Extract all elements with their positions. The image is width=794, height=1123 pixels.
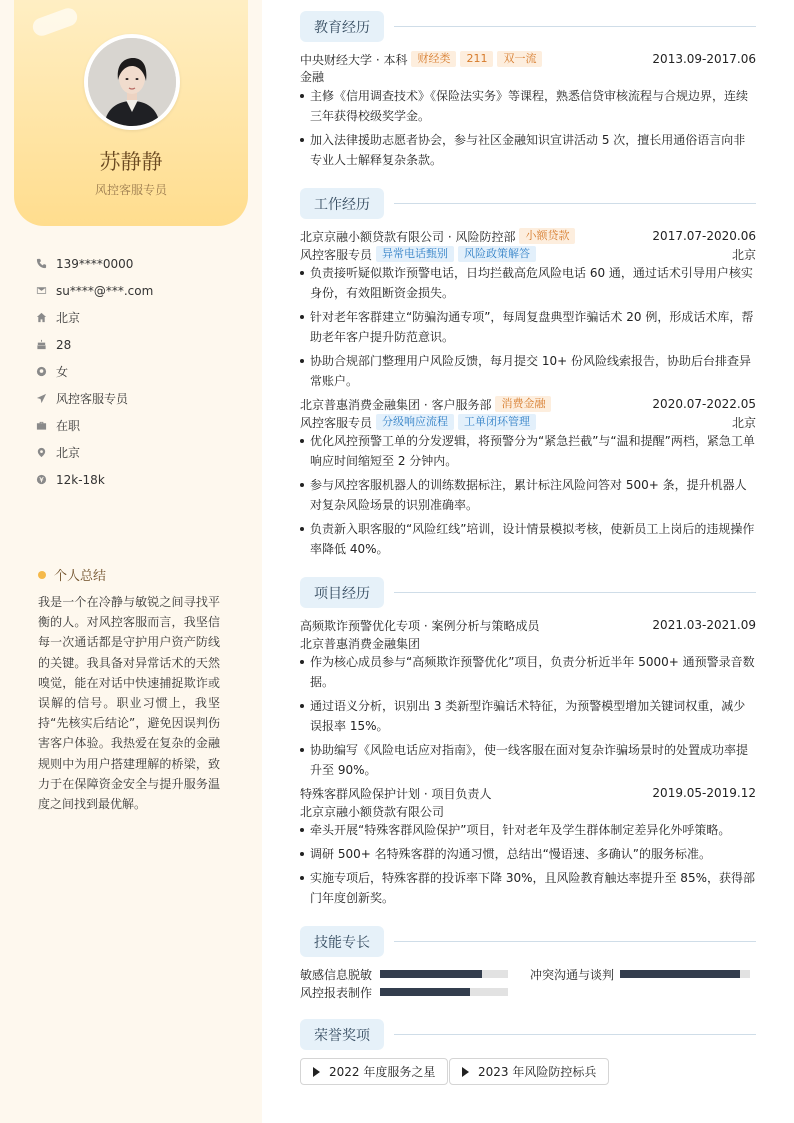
project-bullets: [300, 820, 756, 912]
list-item: 加入法律援助志愿者协会，参与社区金融知识宣讲活动 5 次，擅长用通俗语言向非专业人士解释复杂条款。: [300, 130, 756, 170]
job-position: 风控客服专员: [300, 415, 373, 430]
project-header: [300, 616, 756, 634]
section-divider: [394, 1034, 756, 1035]
project-date: 2019.05-2019.12: [652, 786, 756, 800]
award-badge: 2023 年风险防控标兵: [449, 1058, 609, 1085]
list-item: 调研 500+ 名特殊客群的沟通习惯，总结出“慢语速、多确认”的服务标准。: [300, 844, 756, 864]
school-tag: 双一流: [497, 51, 542, 67]
list-item: 协助合规部门整理用户风险反馈，每月提交 10+ 份风险线索报告，协助后台排查异常账户。: [300, 351, 756, 391]
section-divider: [394, 203, 756, 204]
project-date: 2021.03-2021.09: [652, 618, 756, 632]
section-projects-heading: 项目经历: [300, 577, 756, 608]
list-item: 参与风控客服机器人的训练数据标注，累计标注风险问答对 500+ 条，提升机器人对复杂风险场景的识别准确率。: [300, 475, 756, 515]
job-city: 北京: [731, 415, 756, 430]
home-icon: [36, 312, 56, 323]
job-subheader: [300, 245, 756, 263]
contact-gender: 女: [36, 358, 153, 385]
contact-list: [36, 250, 153, 493]
job-date: 2020.07-2022.05: [652, 397, 756, 411]
project-bullets: [300, 652, 756, 784]
section-skills-heading: 技能专长: [300, 926, 756, 957]
section-divider: [394, 592, 756, 593]
industry-tag: 消费金融: [495, 396, 551, 412]
summary-text: 我是一个在冷静与敏锐之间寻找平衡的人。对风控客服而言，我坚信每一次通话都是守护用户资产防线的关键。我具备对异常话术的天然嗅觉，能在对话中快速捕捉欺诈或误解的信号。职业习惯上，我坚持“先核实后结论”，避免因误判伤害客户体验。我热爱在复杂的金融规则中为用户搭建理解的桥梁，致力于在保障资金安全与提升服务温度之间找到最优解。: [38, 595, 220, 812]
skill-tag: 风险政策解答: [458, 246, 536, 262]
job-subheader: [300, 413, 756, 431]
project-name: 高频欺诈预警优化专项 · 案例分析与策略成员: [300, 618, 540, 633]
education-date: 2013.09-2017.06: [652, 52, 756, 66]
skill-level-bar: [380, 970, 508, 978]
profile-name: 苏静静: [99, 150, 163, 174]
decorative-highlight: [30, 6, 79, 39]
salary-icon: [36, 474, 56, 485]
contact-email: su****@***.com: [36, 277, 153, 304]
location-pin-icon: [36, 447, 56, 458]
education-header: [300, 50, 756, 68]
industry-tag: 小额贷款: [519, 228, 575, 244]
play-triangle-icon: [313, 1067, 320, 1077]
contact-age: 28: [36, 331, 153, 358]
briefcase-icon: [36, 420, 56, 431]
education-bullets: [300, 86, 756, 174]
list-item: 作为核心成员参与“高频欺诈预警优化”项目，负责分析近半年 5000+ 通预警录音数据。: [300, 652, 756, 692]
contact-home: 北京: [36, 304, 153, 331]
list-item: 通过语义分析，识别出 3 类新型诈骗话术特征，为预警模型增加关键词权重，减少误报率 15%。: [300, 696, 756, 736]
bullet-dot-icon: [38, 571, 46, 579]
section-education-heading: 教育经历: [300, 11, 756, 42]
skill-item: 风控报表制作: [300, 983, 508, 1001]
contact-location: 北京: [36, 439, 153, 466]
job-header: [300, 227, 756, 245]
school-tag: 财经类: [411, 51, 456, 67]
avatar: [84, 34, 180, 130]
job-date: 2017.07-2020.06: [652, 229, 756, 243]
education-major: 金融: [300, 70, 325, 84]
job-header: [300, 395, 756, 413]
contact-phone: 139****0000: [36, 250, 153, 277]
skill-tag: 工单闭环管理: [458, 414, 536, 430]
list-item: 牵头开展“特殊客群风险保护”项目，针对老年及学生群体制定差异化外呼策略。: [300, 820, 756, 840]
section-divider: [394, 941, 756, 942]
skill-tag: 异常电话甄别: [376, 246, 454, 262]
job-company: 北京普惠消费金融集团 · 客户服务部: [300, 397, 492, 412]
school-tag: 211: [460, 51, 493, 67]
list-item: 协助编写《风险电话应对指南》，使一线客服在面对复杂诈骗场景时的处置成功率提升至 90%。: [300, 740, 756, 780]
list-item: 实施专项后，特殊客群的投诉率下降 30%，且风险教育触达率提升至 85%，获得部门年度创新奖。: [300, 868, 756, 908]
contact-target-role: 风控客服专员: [36, 385, 153, 412]
summary-heading: 个人总结: [38, 565, 106, 584]
portrait-photo: [88, 38, 176, 126]
list-item: 负责接听疑似欺诈预警电话，日均拦截高危风险电话 60 通，通过话术引导用户核实身份，有效阻断资金损失。: [300, 263, 756, 303]
skill-level-bar: [620, 970, 750, 978]
phone-icon: [36, 258, 56, 269]
play-triangle-icon: [462, 1067, 469, 1077]
contact-status: 在职: [36, 412, 153, 439]
school-name: 中央财经大学 · 本科: [300, 52, 408, 67]
job-bullets: [300, 431, 756, 563]
project-name: 特殊客群风险保护计划 · 项目负责人: [300, 786, 492, 801]
section-divider: [394, 26, 756, 27]
project-header: [300, 784, 756, 802]
job-company: 北京京融小额贷款有限公司 · 风险防控部: [300, 229, 516, 244]
profile-role: 风控客服专员: [94, 183, 167, 197]
skill-tag: 分级响应流程: [376, 414, 454, 430]
contact-salary: 12k-18k: [36, 466, 153, 493]
section-honors-heading: 荣誉奖项: [300, 1019, 756, 1050]
skill-item: 冲突沟通与谈判: [530, 965, 750, 983]
skill-item: 敏感信息脱敏: [300, 965, 508, 983]
job-position: 风控客服专员: [300, 247, 373, 262]
gender-icon: [36, 366, 56, 377]
award-badge: 2022 年度服务之星: [300, 1058, 448, 1085]
sidebar: [0, 0, 262, 1123]
cake-icon: [36, 339, 56, 350]
project-org: 北京京融小额贷款有限公司: [300, 805, 445, 819]
job-bullets: [300, 263, 756, 395]
list-item: 优化风控预警工单的分发逻辑，将预警分为“紧急拦截”与“温和提醒”两档，紧急工单响应时间缩短至 2 分钟内。: [300, 431, 756, 471]
section-work-heading: 工作经历: [300, 188, 756, 219]
job-city: 北京: [731, 247, 756, 262]
skill-level-bar: [380, 988, 508, 996]
list-item: 针对老年客群建立“防骗沟通专项”，每周复盘典型诈骗话术 20 例，形成话术库，帮助老年客户提升防范意识。: [300, 307, 756, 347]
list-item: 主修《信用调查技术》《保险法实务》等课程，熟悉信贷审核流程与合规边界，连续三年获得校级奖学金。: [300, 86, 756, 126]
send-icon: [36, 393, 56, 404]
mail-icon: [36, 285, 56, 296]
list-item: 负责新入职客服的“风险红线”培训，设计情景模拟考核，使新员工上岗后的违规操作率降低 40%。: [300, 519, 756, 559]
project-org: 北京普惠消费金融集团: [300, 637, 421, 651]
